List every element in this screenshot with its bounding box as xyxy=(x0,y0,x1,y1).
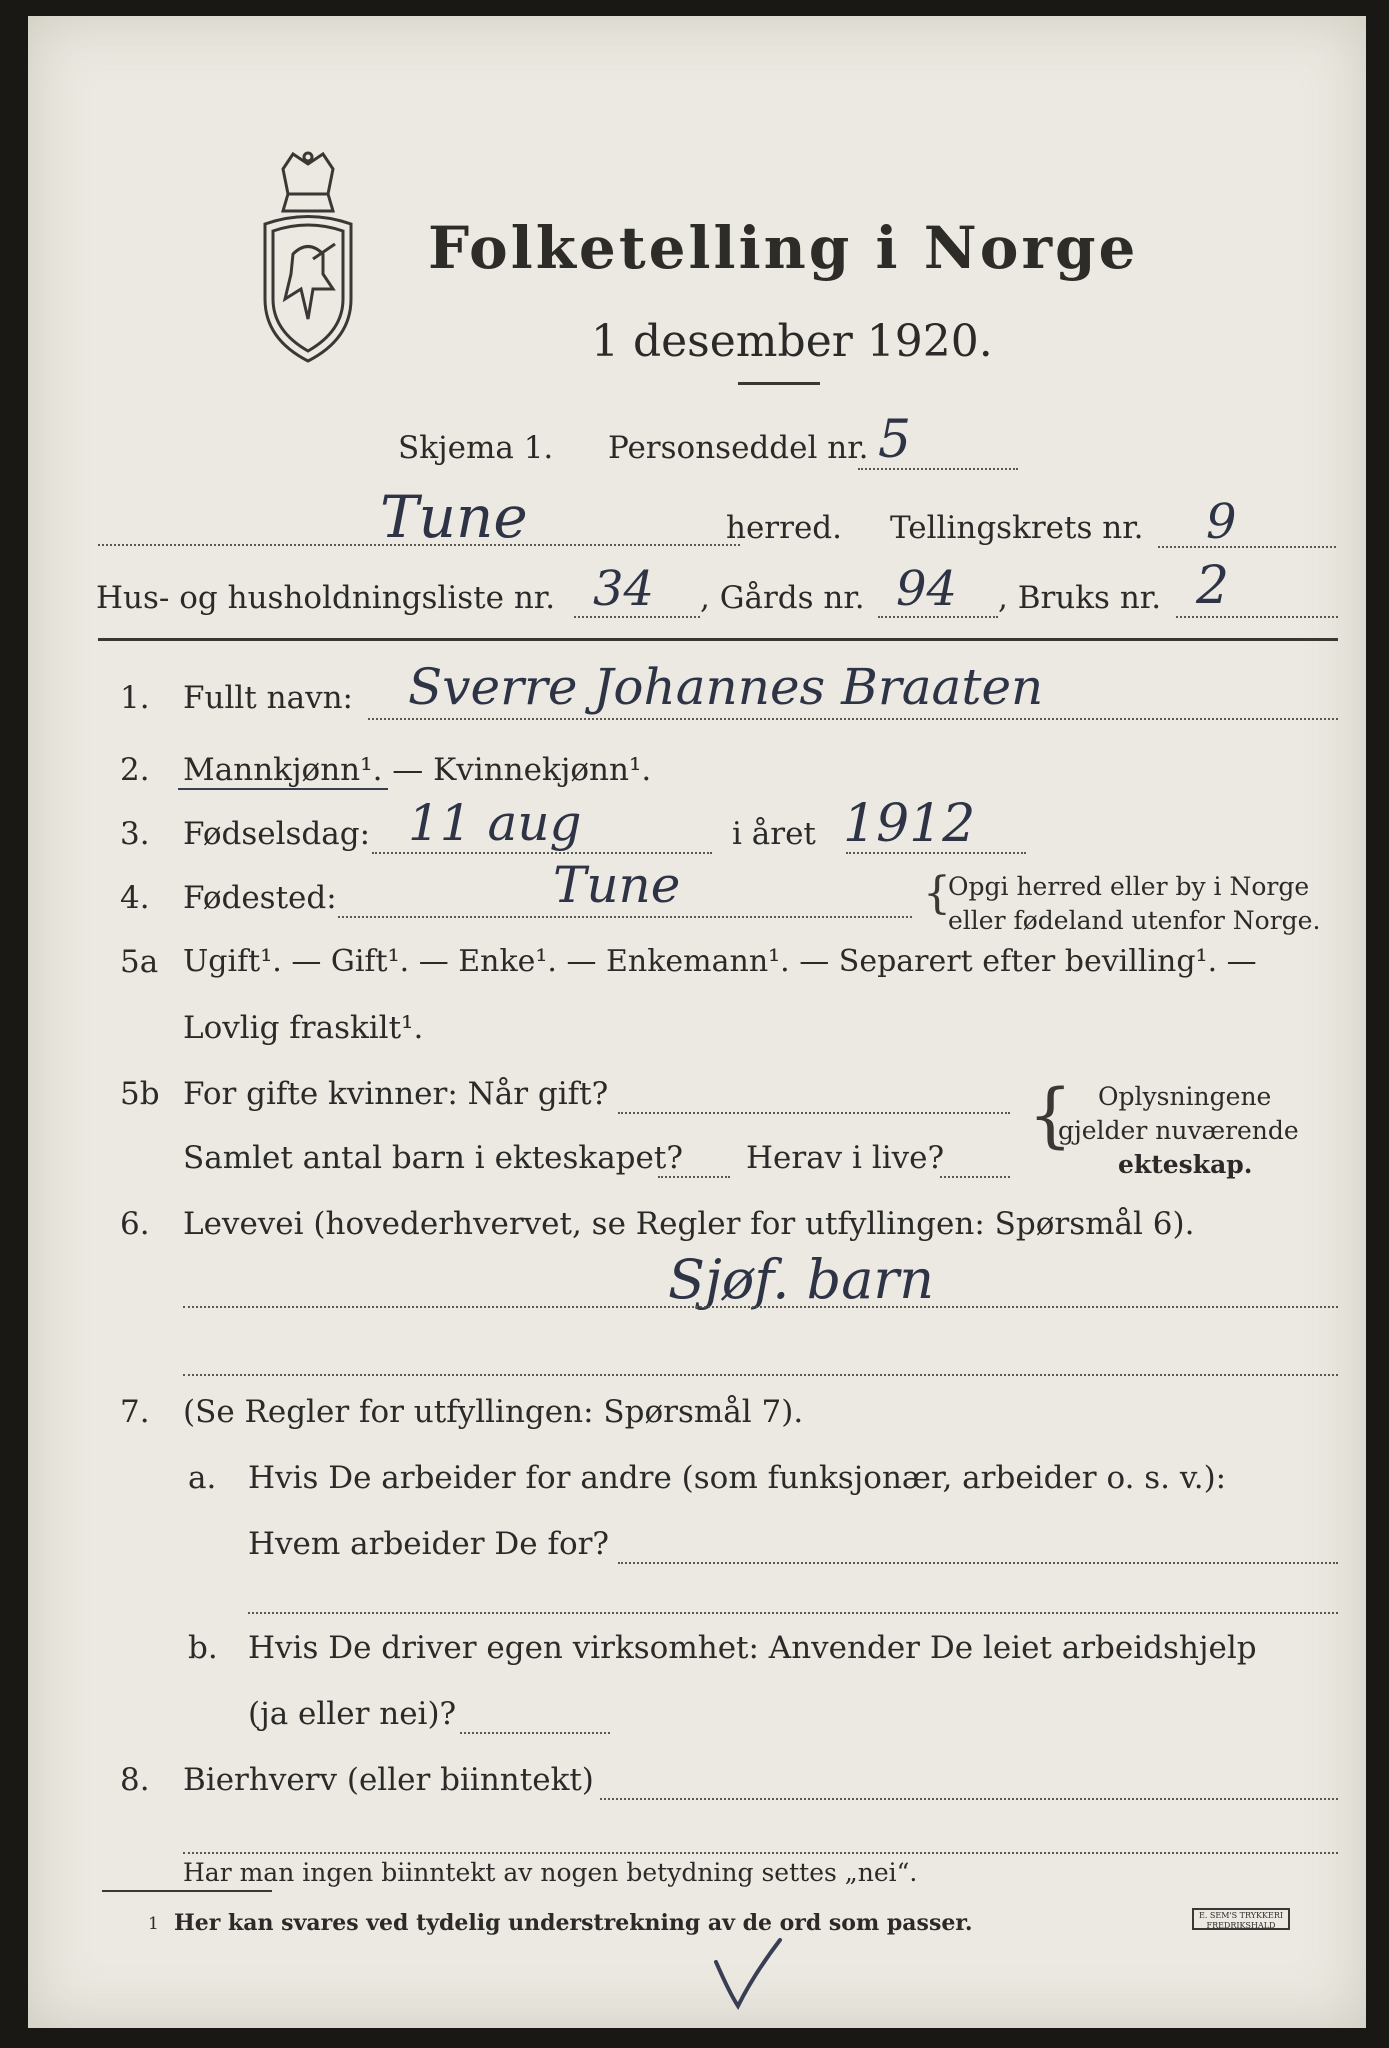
q5b-note-line1: Oplysningene xyxy=(1098,1082,1272,1111)
q1-number: 1. xyxy=(120,680,150,716)
q3-field-line xyxy=(372,852,712,854)
q1-label: Fullt navn: xyxy=(183,680,353,716)
q6-field-line-1 xyxy=(183,1306,1338,1308)
tellingskrets-value: 9 xyxy=(1206,494,1237,550)
q5a-label-line2: Lovlig fraskilt¹. xyxy=(183,1010,424,1046)
personseddel-value: 5 xyxy=(878,410,912,470)
skjema-label: Skjema 1. xyxy=(398,430,554,466)
q1-value: Sverre Johannes Braaten xyxy=(408,658,1044,716)
q2-underline-mannkjonn xyxy=(178,788,388,790)
q8-field-line-2 xyxy=(183,1852,1338,1854)
tellingskrets-field-line xyxy=(1158,546,1336,548)
bruks-field-line xyxy=(1176,616,1338,618)
q7a-letter: a. xyxy=(188,1460,217,1496)
q8-note: Har man ingen biinntekt av nogen betydning settes „nei“. xyxy=(183,1858,918,1887)
q1-field-line xyxy=(368,718,1338,720)
footnote-text: Her kan svares ved tydelig understrekning av de ord som passer. xyxy=(174,1910,973,1936)
herred-value: Tune xyxy=(380,483,528,551)
q4-note-line2: eller fødeland utenfor Norge. xyxy=(948,906,1321,935)
q4-brace: { xyxy=(923,868,951,919)
q5a-number: 5a xyxy=(120,944,159,980)
q8-label: Bierhverv (eller biinntekt) xyxy=(183,1762,594,1798)
q5b-alive-field-line xyxy=(940,1176,1010,1178)
q7-number: 7. xyxy=(120,1394,150,1430)
q8-number: 8. xyxy=(120,1762,150,1798)
husliste-label: Hus- og husholdningsliste nr. xyxy=(96,580,556,616)
q7b-label-line2: (ja eller nei)? xyxy=(248,1696,457,1732)
q5b-married-field-line xyxy=(618,1112,1010,1114)
q7b-label-line1: Hvis De driver egen virksomhet: Anvender De leiet arbeidshjelp xyxy=(248,1630,1257,1666)
title-divider xyxy=(738,382,820,385)
printer-stamp: E. SEM'S TRYKKERI FREDRIKSHALD xyxy=(1192,1908,1290,1930)
q5b-note-line2: gjelder nuværende xyxy=(1058,1116,1299,1145)
census-form-sheet xyxy=(28,16,1366,2028)
q5b-number: 5b xyxy=(120,1076,160,1112)
gards-value: 94 xyxy=(896,561,958,617)
q2-number: 2. xyxy=(120,752,150,788)
herred-label: herred. xyxy=(726,510,842,546)
q3-year-value: 1912 xyxy=(843,794,976,854)
header-divider xyxy=(98,638,1338,641)
census-date: 1 desember 1920. xyxy=(591,316,993,367)
q5b-label-line2: Samlet antal barn i ekteskapet? xyxy=(183,1140,683,1176)
handwritten-check-mark-icon xyxy=(708,1934,788,2014)
q4-note-line1: Opgi herred eller by i Norge xyxy=(948,872,1310,901)
q4-label: Fødested: xyxy=(183,880,337,916)
q7a-field-line-2 xyxy=(248,1612,1338,1614)
q5b-note-line3: ekteskap. xyxy=(1118,1150,1253,1179)
footnote-marker: 1 xyxy=(148,1914,159,1934)
q5b-brace: { xyxy=(1028,1074,1073,1156)
husliste-value: 34 xyxy=(593,561,655,617)
q5b-label-line1: For gifte kvinner: Når gift? xyxy=(183,1076,609,1112)
q8-field-line-1 xyxy=(600,1798,1338,1800)
q6-number: 6. xyxy=(120,1206,150,1242)
q7a-label-line1: Hvis De arbeider for andre (som funksjonær, arbeider o. s. v.): xyxy=(248,1460,1227,1496)
bruks-label: , Bruks nr. xyxy=(998,580,1162,616)
q7b-field-line xyxy=(460,1732,610,1734)
q7a-label-line2: Hvem arbeider De for? xyxy=(248,1526,610,1562)
q4-field-line xyxy=(338,916,912,918)
q3-year-label: i året xyxy=(732,816,816,852)
personseddel-label: Personseddel nr. xyxy=(608,430,869,466)
q3-value: 11 aug xyxy=(408,794,582,852)
q7-label: (Se Regler for utfyllingen: Spørsmål 7). xyxy=(183,1394,804,1430)
q5a-label: Ugift¹. — Gift¹. — Enke¹. — Enkemann¹. — Separert efter bevilling¹. — xyxy=(183,944,1257,979)
q3-number: 3. xyxy=(120,816,150,852)
q5b-children-field-line xyxy=(658,1176,730,1178)
q5b-label-line3: Herav i live? xyxy=(746,1140,945,1176)
footnote-divider xyxy=(102,1890,272,1892)
q4-value: Tune xyxy=(553,856,681,914)
tellingskrets-label: Tellingskrets nr. xyxy=(890,510,1144,546)
q2-label: Mannkjønn¹. — Kvinnekjønn¹. xyxy=(183,752,652,788)
q7a-field-line-1 xyxy=(618,1562,1338,1564)
q7b-letter: b. xyxy=(188,1630,218,1666)
form-title: Folketelling i Norge xyxy=(428,214,1139,282)
norwegian-coat-of-arms-icon xyxy=(253,149,363,369)
q6-value: Sjøf. barn xyxy=(668,1248,934,1311)
gards-label: , Gårds nr. xyxy=(700,580,865,616)
bruks-value: 2 xyxy=(1196,556,1230,616)
q6-field-line-2 xyxy=(183,1374,1338,1376)
q4-number: 4. xyxy=(120,880,150,916)
q3-label: Fødselsdag: xyxy=(183,816,371,852)
q6-label: Levevei (hovederhvervet, se Regler for utfyllingen: Spørsmål 6). xyxy=(183,1206,1195,1242)
